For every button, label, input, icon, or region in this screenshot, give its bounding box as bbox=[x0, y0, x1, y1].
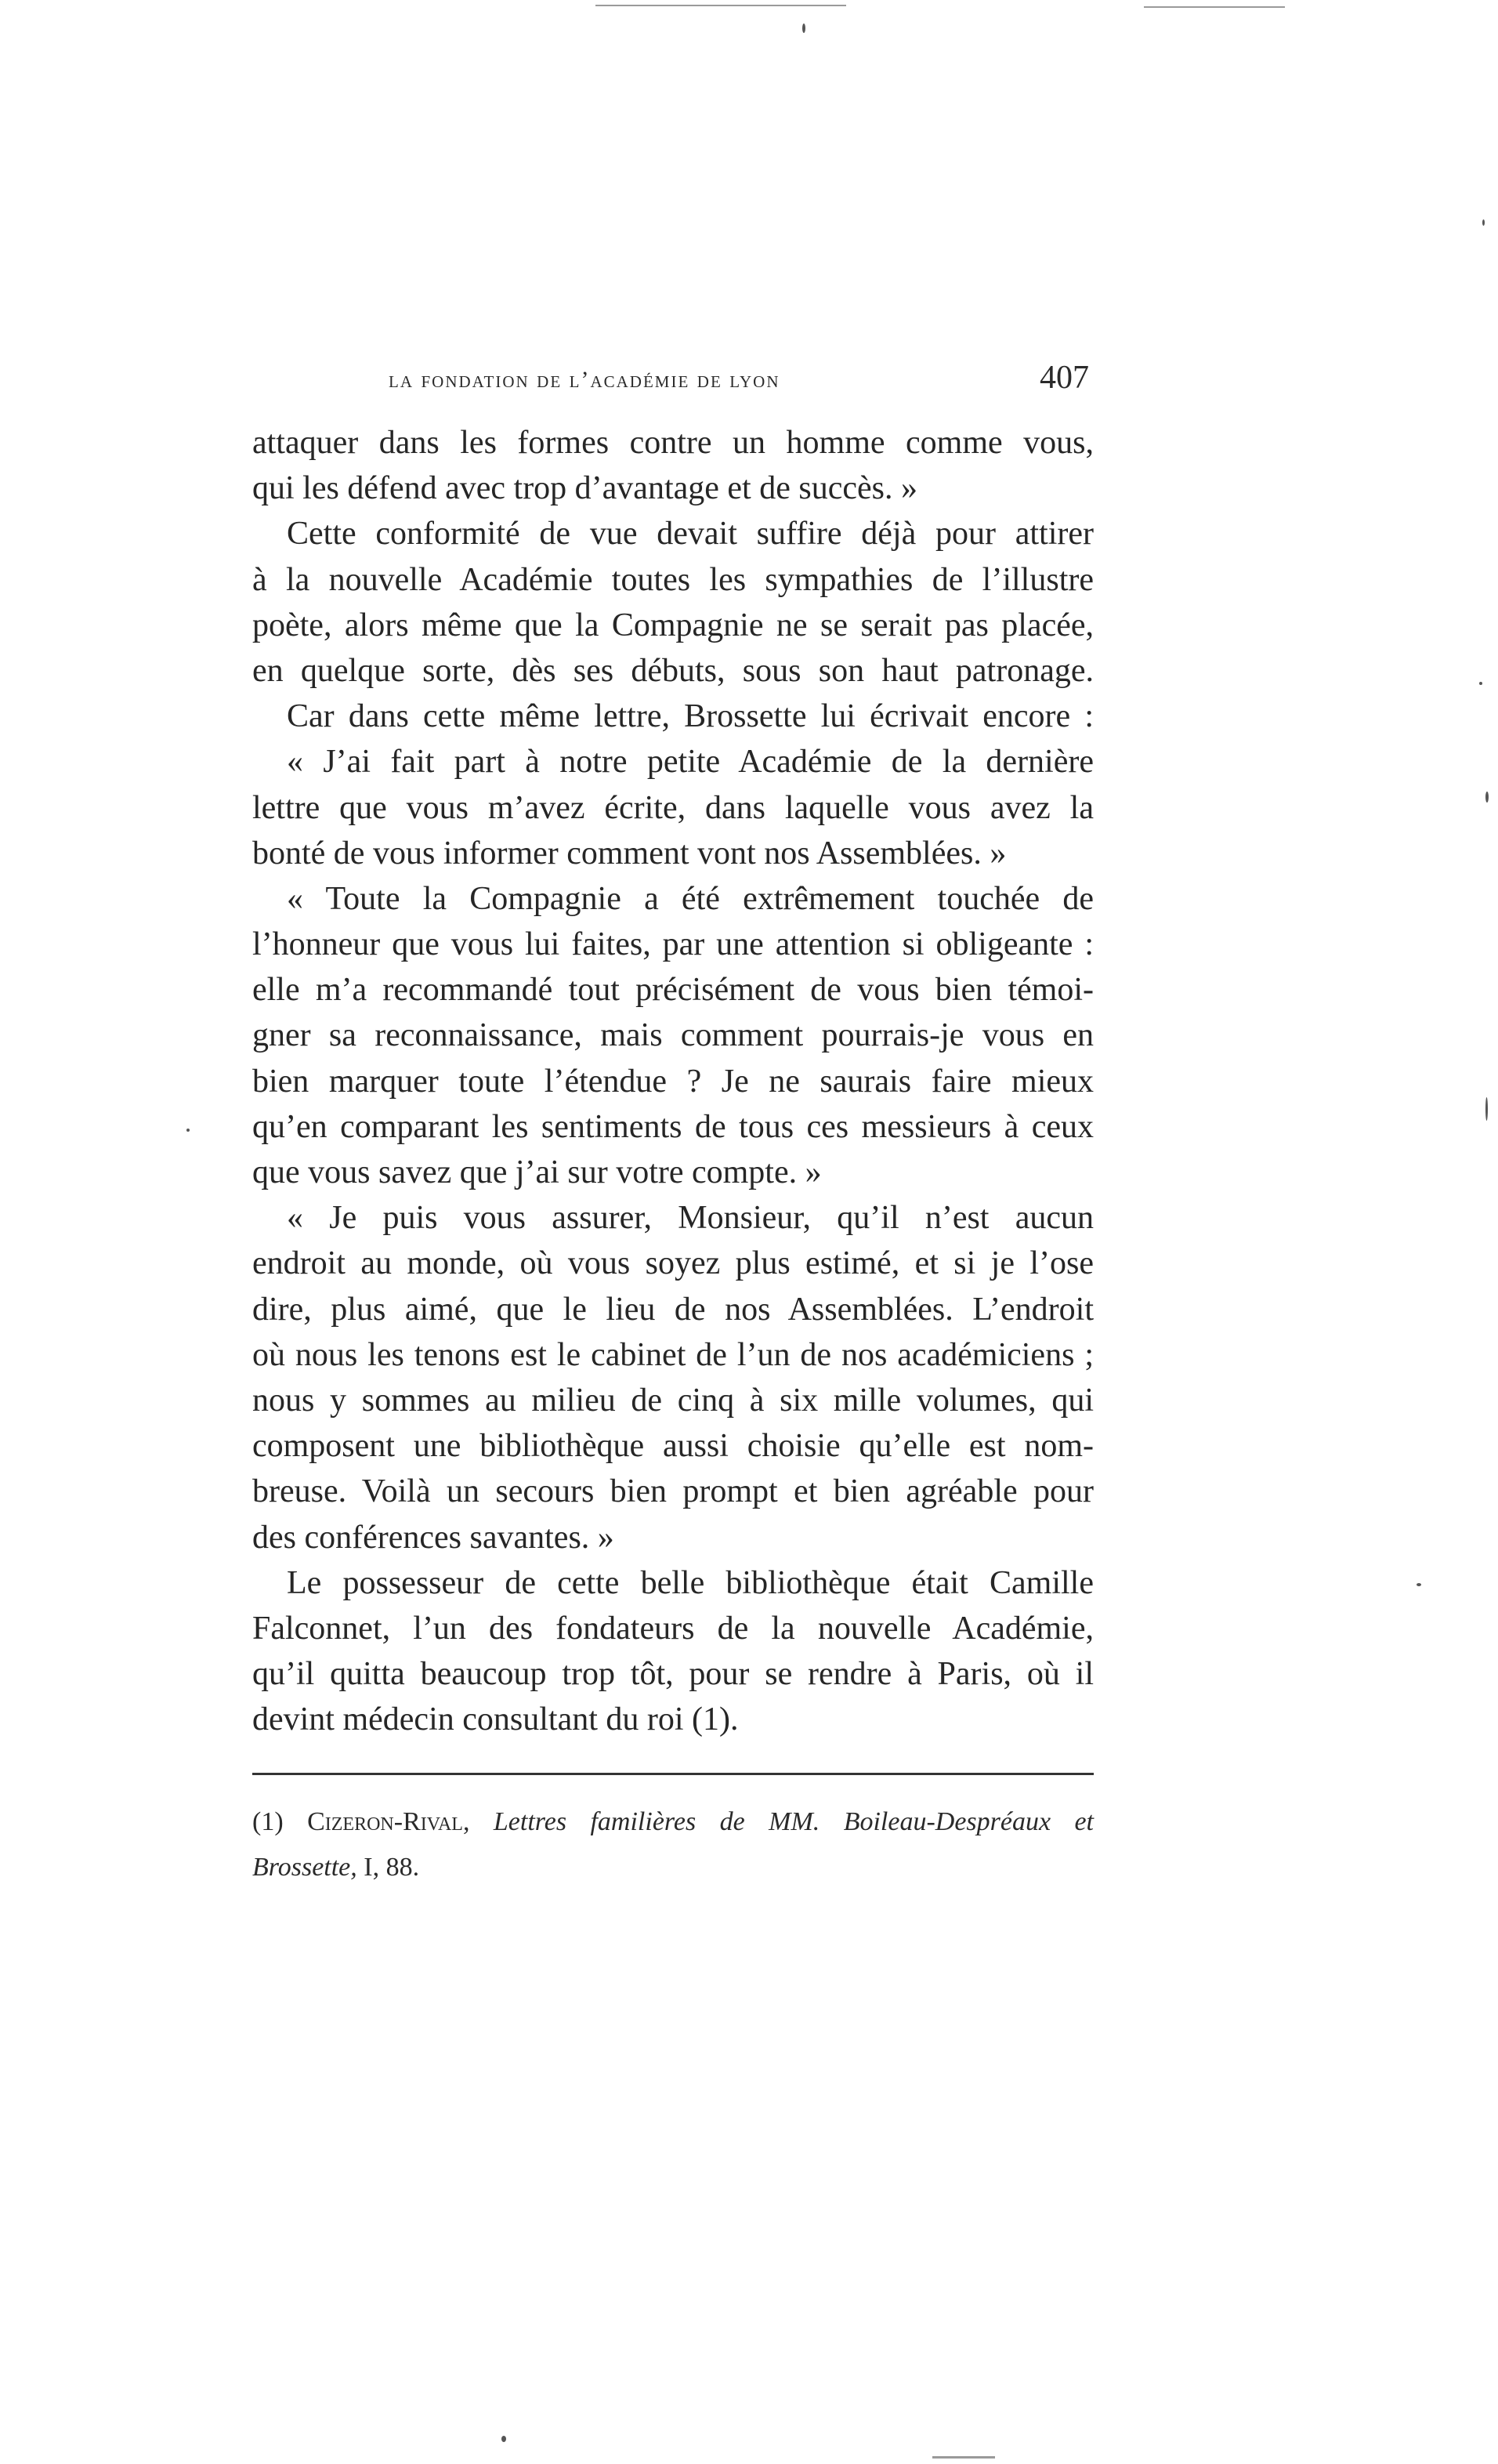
text-line: poète, alors même que la Compagnie ne se serait pas placée, bbox=[252, 607, 1094, 643]
text-line: Falconnet, l’un des fondateurs de la nouvelle Académie, bbox=[252, 1610, 1094, 1647]
text-line: qui les défend avec trop d’avantage et de succès. » bbox=[252, 470, 917, 507]
footnote-reference: I, 88. bbox=[364, 1853, 420, 1882]
scan-speck bbox=[1417, 1583, 1421, 1586]
running-title: la fondation de l’académie de lyon bbox=[389, 367, 780, 393]
scan-edge-mark bbox=[1144, 6, 1285, 8]
scan-edge-mark bbox=[932, 2456, 995, 2459]
scan-speck bbox=[501, 2436, 506, 2442]
text-line: lettre que vous m’avez écrite, dans laquelle vous avez la bbox=[252, 789, 1094, 826]
footnote-marker: (1) bbox=[252, 1807, 284, 1836]
footnote bbox=[252, 1799, 1094, 1890]
text-line: Le possesseur de cette belle bibliothèque était Camille bbox=[287, 1564, 1094, 1601]
text-line: qu’en comparant les sentiments de tous ces messieurs à ceux bbox=[252, 1108, 1094, 1145]
text-line: nous y sommes au milieu de cinq à six mille volumes, qui bbox=[252, 1382, 1094, 1419]
footnote-title: Lettres familières de MM. Boileau-Despréaux et bbox=[493, 1807, 1095, 1836]
scan-edge-mark bbox=[595, 5, 846, 6]
text-line: dire, plus aimé, que le lieu de nos Assemblées. L’endroit bbox=[252, 1291, 1094, 1328]
text-line: « Toute la Compagnie a été extrêmement touchée de bbox=[287, 880, 1094, 917]
text-line: Cette conformité de vue devait suffire déjà pour attirer bbox=[287, 516, 1094, 553]
text-line: où nous les tenons est le cabinet de l’un de nos académiciens ; bbox=[252, 1336, 1094, 1373]
text-line: qu’il quitta beaucoup trop tôt, pour se rendre à Paris, où il bbox=[252, 1656, 1094, 1693]
text-line: endroit au monde, où vous soyez plus estimé, et si je l’ose bbox=[252, 1245, 1094, 1282]
scan-speck bbox=[1479, 682, 1482, 685]
running-head bbox=[389, 359, 1089, 406]
scan-speck bbox=[802, 24, 805, 33]
text-line: l’honneur que vous lui faites, par une attention si obligeante : bbox=[252, 926, 1094, 963]
text-line: devint médecin consultant du roi (1). bbox=[252, 1701, 739, 1738]
text-line: « J’ai fait part à notre petite Académie de la dernière bbox=[287, 744, 1094, 781]
footnote-line bbox=[252, 1845, 1094, 1890]
footnote-author: Cizeron-Rival, bbox=[307, 1807, 470, 1836]
text-line: à la nouvelle Académie toutes les sympathies de l’illustre bbox=[252, 561, 1094, 598]
footnote-line bbox=[252, 1799, 1094, 1845]
text-line: « Je puis vous assurer, Monsieur, qu’il n’est aucun bbox=[287, 1200, 1094, 1237]
text-line: breuse. Voilà un secours bien prompt et bien agréable pour bbox=[252, 1473, 1094, 1510]
text-line: que vous savez que j’ai sur votre compte. » bbox=[252, 1154, 822, 1190]
text-line: des conférences savantes. » bbox=[252, 1519, 614, 1556]
text-line: bonté de vous informer comment vont nos Assemblées. » bbox=[252, 835, 1007, 871]
text-line: en quelque sorte, dès ses débuts, sous son haut patronage. bbox=[252, 652, 1094, 689]
scan-speck bbox=[186, 1129, 190, 1132]
text-line: elle m’a recommandé tout précisément de vous bien témoi- bbox=[252, 972, 1094, 1009]
scan-speck bbox=[1485, 792, 1489, 803]
body-text bbox=[252, 420, 1094, 1742]
text-line: attaquer dans les formes contre un homme comme vous, bbox=[252, 425, 1094, 461]
scan-speck bbox=[1482, 219, 1485, 226]
footnote-title-cont: Brossette, bbox=[252, 1853, 357, 1882]
text-line: gner sa reconnaissance, mais comment pourrais-je vous en bbox=[252, 1017, 1094, 1054]
text-line: composent une bibliothèque aussi choisie qu’elle est nom- bbox=[252, 1428, 1094, 1465]
scan-speck bbox=[1485, 1097, 1488, 1121]
text-line: bien marquer toute l’étendue ? Je ne saurais faire mieux bbox=[252, 1063, 1094, 1100]
footnote-rule bbox=[252, 1773, 1094, 1775]
page-number: 407 bbox=[1040, 360, 1089, 396]
text-line: Car dans cette même lettre, Brossette lui écrivait encore : bbox=[287, 698, 1094, 735]
